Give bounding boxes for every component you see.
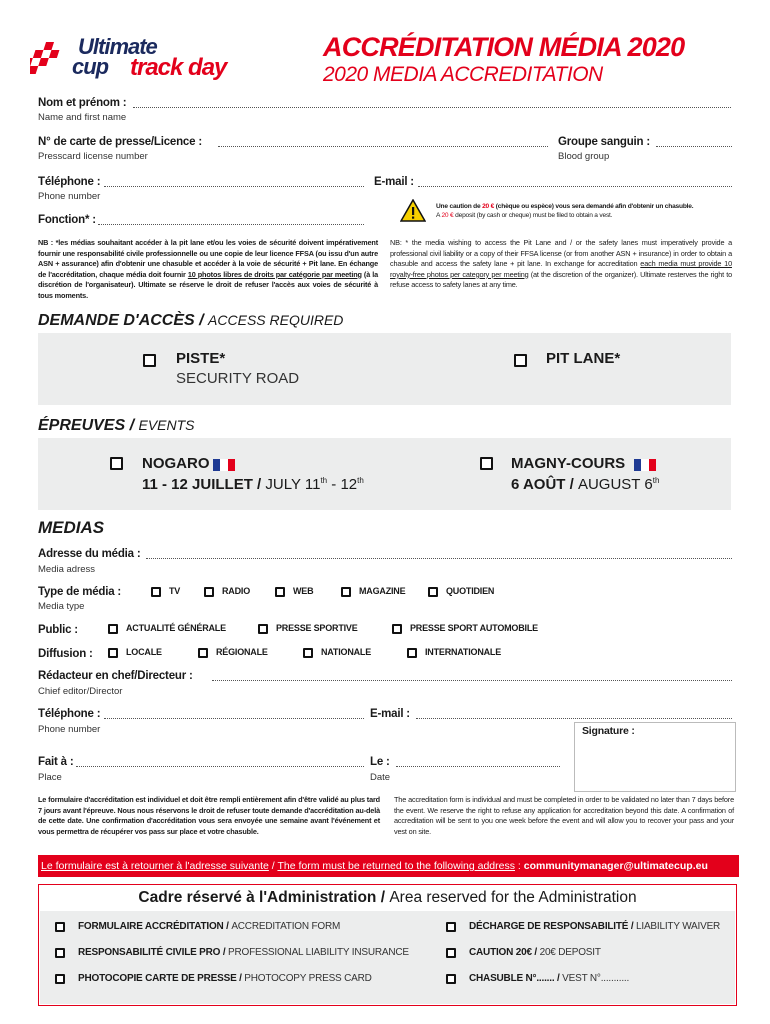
admin-item-label-en: LIABILITY WAIVER xyxy=(636,921,721,932)
access-panel xyxy=(38,333,731,405)
type-sublabel: Media type xyxy=(38,601,85,612)
admin-item-sep: / xyxy=(223,921,232,932)
diffusion-option-checkbox[interactable] xyxy=(198,648,208,658)
card-sublabel: Presscard license number xyxy=(38,151,148,162)
admin-item-label-fr: CAUTION 20€ xyxy=(469,947,532,958)
phone-sublabel: Phone number xyxy=(38,191,101,202)
signature-label: Signature : xyxy=(582,725,635,737)
admin-item-label-fr: FORMULAIRE ACCRÉDITATION xyxy=(78,921,224,932)
address-label: Adresse du média : xyxy=(38,548,141,560)
admin-item-label-en: PHOTOCOPY PRESS CARD xyxy=(244,973,372,984)
function-label: Fonction* : xyxy=(38,214,96,226)
media-phone-sublabel: Phone number xyxy=(38,724,101,735)
admin-item xyxy=(78,921,340,932)
admin-item-label-fr: PHOTOCOPIE CARTE DE PRESSE xyxy=(78,973,237,984)
admin-item-sep: / xyxy=(220,947,228,958)
name-field[interactable] xyxy=(133,107,731,108)
access-heading: DEMANDE D'ACCÈS / ACCESS REQUIRED xyxy=(38,312,344,329)
admin-item-checkbox[interactable] xyxy=(446,974,456,984)
flag-stripe-white xyxy=(641,459,648,471)
editor-label: Rédacteur en chef/Directeur : xyxy=(38,670,193,682)
email-field[interactable] xyxy=(418,186,732,187)
address-sublabel: Media adress xyxy=(38,564,96,575)
media-phone-label: Téléphone : xyxy=(38,708,101,720)
admin-item-label-en: PROFESSIONAL LIABILITY INSURANCE xyxy=(228,947,409,958)
nogaro-dates: 11 - 12 JUILLET / JULY 11th - 12th xyxy=(142,476,364,493)
footer-note-en: The accreditation form is individual and must be completed in order to be validated no later than 7 days before the event. We reserve the right to refuse any application for accreditation beyond this date. A confirmation of accreditation will be sent to you one week before the event and will allow you to recover your pass and your vest on site. xyxy=(394,795,734,836)
admin-item-label-en: VEST N°........... xyxy=(562,973,630,984)
title-fr: ACCRÉDITATION MÉDIA 2020 xyxy=(323,32,685,62)
blood-field[interactable] xyxy=(656,146,732,147)
piste-sublabel: SECURITY ROAD xyxy=(176,370,300,387)
type-label: Type de média : xyxy=(38,586,122,598)
public-option-label: PRESSE SPORTIVE xyxy=(276,623,358,633)
media-type-option-checkbox[interactable] xyxy=(204,587,214,597)
admin-item-label-fr: CHASUBLE N°....... xyxy=(469,973,555,984)
editor-field[interactable] xyxy=(212,680,732,681)
magny-name: MAGNY-COURS xyxy=(511,455,626,472)
logo-word-ultimate: Ultimate xyxy=(78,34,157,59)
france-flag-icon xyxy=(634,458,656,470)
magny-dates: 6 AOÛT / AUGUST 6th xyxy=(511,476,660,493)
card-label: N° de carte de presse/Licence : xyxy=(38,136,202,148)
diffusion-option-checkbox[interactable] xyxy=(108,648,118,658)
blood-sublabel: Blood group xyxy=(558,151,610,162)
note-fr: NB : *les médias souhaitant accéder à la pit lane et/ou les voies de sécurité doivent impérativement fournir une responsabilité civile professionnelle ou une copie de leur licence FFSA (ou issu d'un autre ASN + assurance) afin d'obtenir une chasuble et accéder à la voie de sécurité + Pit lane. En échange de l'accréditation, chaque média doit fournir 10 photos libres de droits par catégorie par meeting (à la discrétion de l'organisateur). Ultimate se réserve le droit de refuser l'accès aux voies de sécurité à tous moments. xyxy=(38,238,378,300)
pitlane-checkbox[interactable] xyxy=(514,354,527,367)
nogaro-checkbox[interactable] xyxy=(110,457,123,470)
public-option-label: ACTUALITÉ GÉNÉRALE xyxy=(126,623,226,633)
return-label-fr: Le formulaire est à retourner à l'adresse suivante xyxy=(41,860,269,872)
date-field[interactable] xyxy=(396,766,560,767)
logo-word-cup: cup xyxy=(72,54,109,79)
flag-stripe-blue xyxy=(634,459,641,471)
diffusion-label: Diffusion : xyxy=(38,648,93,660)
ultimate-cup-logo xyxy=(30,36,280,86)
medias-heading: MEDIAS xyxy=(38,518,105,537)
events-heading: ÉPREUVES / EVENTS xyxy=(38,417,195,434)
deposit-warning: Une caution de 20 € (chèque ou espèce) vous sera demandé afin d'obtenir un chasuble. A 20 € deposit (by cash or cheque) must be filed to obtain a vest. xyxy=(436,203,694,219)
france-flag-icon xyxy=(213,458,235,470)
flag-stripe-red xyxy=(649,459,656,471)
admin-item-checkbox[interactable] xyxy=(55,948,65,958)
blood-label: Groupe sanguin : xyxy=(558,136,650,148)
media-type-option-checkbox[interactable] xyxy=(428,587,438,597)
diffusion-option-label: INTERNATIONALE xyxy=(425,647,502,657)
public-label: Public : xyxy=(38,624,78,636)
flag-stripe-red xyxy=(228,459,235,471)
media-type-option-label: WEB xyxy=(293,586,314,596)
media-type-option-checkbox[interactable] xyxy=(275,587,285,597)
return-address-bar: Le formulaire est à retourner à l'adresse suivante / The form must be returned to the following address : communitymanager@ultimatecup.eu xyxy=(38,855,739,877)
admin-item-checkbox[interactable] xyxy=(55,922,65,932)
events-panel xyxy=(38,438,731,510)
public-option-checkbox[interactable] xyxy=(108,624,118,634)
admin-item xyxy=(78,973,372,984)
media-type-option-label: TV xyxy=(169,586,181,596)
diffusion-option-label: LOCALE xyxy=(126,647,162,657)
name-label: Nom et prénom : xyxy=(38,97,127,109)
date-sublabel: Date xyxy=(370,772,391,783)
diffusion-option-label: NATIONALE xyxy=(321,647,372,657)
admin-item-label-fr: DÉCHARGE DE RESPONSABILITÉ xyxy=(469,921,629,932)
logo-word-trackday: track day xyxy=(130,54,227,81)
admin-item xyxy=(469,947,601,958)
place-label: Fait à : xyxy=(38,756,74,768)
media-type-option-checkbox[interactable] xyxy=(151,587,161,597)
address-field[interactable] xyxy=(146,558,732,559)
function-field[interactable] xyxy=(98,224,364,225)
admin-item-label-en: 20€ DEPOSIT xyxy=(539,947,601,958)
admin-item xyxy=(78,947,409,958)
magny-checkbox[interactable] xyxy=(480,457,493,470)
pitlane-label: PIT LANE* xyxy=(546,350,621,367)
nogaro-name: NOGARO xyxy=(142,455,210,472)
note-en: NB: * the media wishing to access the Pit Lane and / or the safety lanes must imperatively provide a professional civil liability or a copy of their FFSA license (or from another ASN + insurance) in order to obtain a chasuble and access the safety lane + pit lane. In exchange for accreditation each media must provide 10 royalty-free photos per category per meeting (at the discretion of the organizer). Ultimate resterves the right to refuse access to safety lanes at any time. xyxy=(390,238,732,290)
return-email-link[interactable]: communitymanager@ultimatecup.eu xyxy=(523,860,708,872)
admin-item-checkbox[interactable] xyxy=(55,974,65,984)
admin-item-sep: / xyxy=(628,921,637,932)
place-sublabel: Place xyxy=(38,772,62,783)
date-label: Le : xyxy=(370,756,390,768)
diffusion-option-checkbox[interactable] xyxy=(407,648,417,658)
piste-label: PISTE* xyxy=(176,350,226,367)
admin-item-label-fr: RESPONSABILITÉ CIVILE PRO xyxy=(78,947,221,958)
place-field[interactable] xyxy=(76,766,364,767)
email-label: E-mail : xyxy=(374,176,414,188)
footer-note-fr: Le formulaire d'accréditation est individuel et doit être rempli entièrement afin d'être validé au plus tard 7 jours avant l'épreuve. Nous nous réservons le droit de refuser toute demande d'accréditation au-delà de cette date. Une confirmation d'accréditation vous sera envoyée une semaine avant l'événement et vous permettra de récupérer vos pass sur place et votre chasuble. xyxy=(38,795,380,836)
flag-stripe-white xyxy=(220,459,227,471)
admin-item-label-en: ACCREDITATION FORM xyxy=(231,921,341,932)
admin-item-checkbox[interactable] xyxy=(446,922,456,932)
name-sublabel: Name and first name xyxy=(38,112,127,123)
media-type-option-checkbox[interactable] xyxy=(341,587,351,597)
admin-item-sep: / xyxy=(236,973,245,984)
phone-label: Téléphone : xyxy=(38,176,101,188)
diffusion-option-checkbox[interactable] xyxy=(303,648,313,658)
editor-sublabel: Chief editor/Director xyxy=(38,686,123,697)
flag-stripe-blue xyxy=(213,459,220,471)
admin-item xyxy=(469,973,629,984)
media-email-field[interactable] xyxy=(416,718,732,719)
diffusion-option-label: RÉGIONALE xyxy=(216,647,268,657)
media-type-option-label: QUOTIDIEN xyxy=(446,586,495,596)
admin-item xyxy=(469,921,720,932)
media-phone-field[interactable] xyxy=(104,718,364,719)
admin-item-checkbox[interactable] xyxy=(446,948,456,958)
media-email-label: E-mail : xyxy=(370,708,410,720)
public-option-checkbox[interactable] xyxy=(258,624,268,634)
media-type-option-label: RADIO xyxy=(222,586,250,596)
admin-item-sep: / xyxy=(531,947,540,958)
warning-icon xyxy=(400,199,426,222)
phone-field[interactable] xyxy=(104,186,364,187)
media-type-option-label: MAGAZINE xyxy=(359,586,406,596)
public-option-checkbox[interactable] xyxy=(392,624,402,634)
card-field[interactable] xyxy=(218,146,548,147)
public-option-label: PRESSE SPORT AUTOMOBILE xyxy=(410,623,538,633)
admin-heading: Cadre réservé à l'Administration / Area reserved for the Administration xyxy=(138,889,637,906)
admin-item-sep: / xyxy=(554,973,563,984)
title-en: 2020 MEDIA ACCREDITATION xyxy=(323,63,603,86)
return-label-en: The form must be returned to the following address xyxy=(277,860,515,872)
piste-checkbox[interactable] xyxy=(143,354,156,367)
